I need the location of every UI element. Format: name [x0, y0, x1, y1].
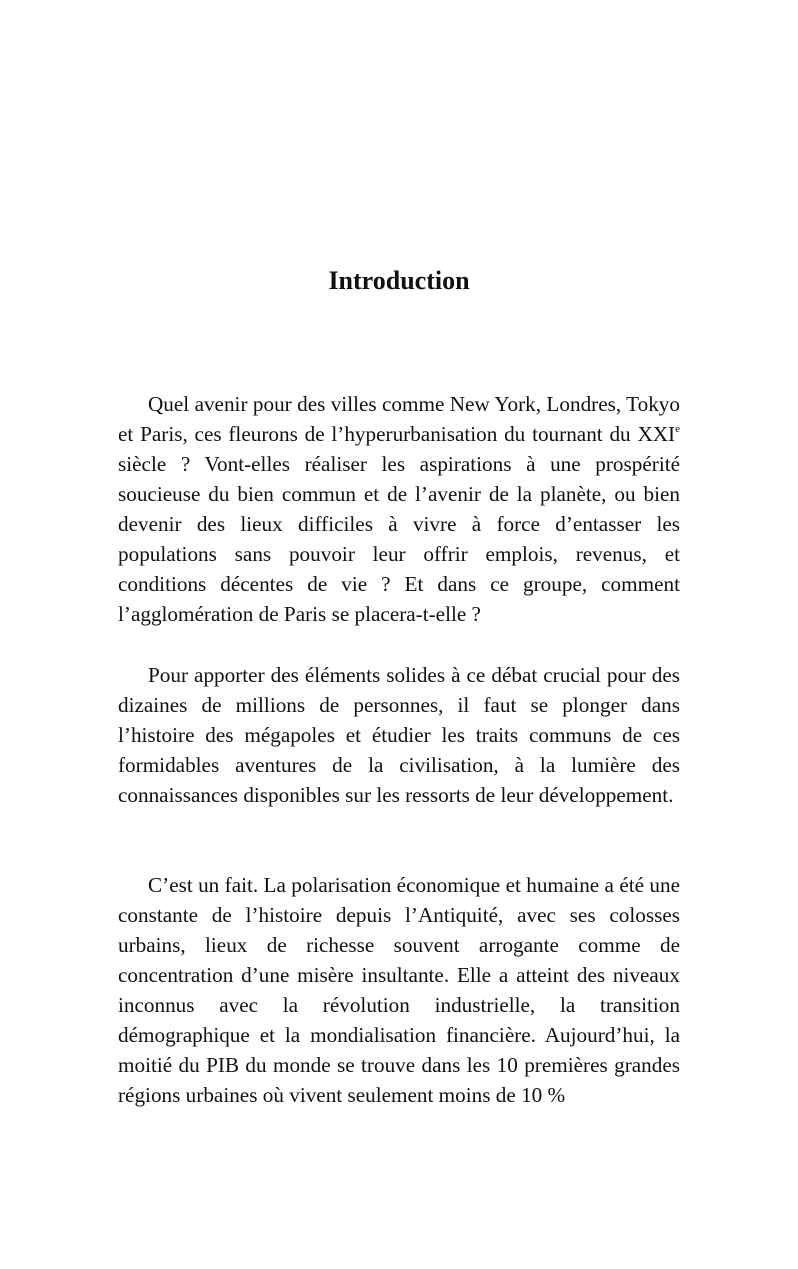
century-superscript: e	[675, 423, 680, 435]
paragraph-2: Pour apporter des éléments solides à ce débat crucial pour des dizaines de millions de personnes, il faut se plonger dans l’histoire des mégapoles et étudier les traits communs de ces formidables aventures de la civilisation, à la lumière des connaissances disponibles sur les ressorts de leur développement.	[118, 663, 680, 807]
paragraph-1	[118, 389, 680, 629]
paragraph-3: C’est un fait. La polarisation économique et humaine a été une constante de l’histoire depuis l’Antiquité, avec ses colosses urbains, lieux de richesse souvent arrogante comme de concentration d’une misère insultante. Elle a atteint des niveaux inconnus avec la révolution industrielle, la transition démographique et la mondialisation financière. Aujourd’hui, la moitié du PIB du monde se trouve dans les 10 premières grandes régions urbaines où vivent seulement moins de 10 %	[118, 873, 680, 1107]
paragraph-1-text-start: Quel avenir pour des villes comme New York, Londres, Tokyo et Paris, ces fleurons de l’hyperurbanisation du tournant du XXI	[118, 392, 680, 446]
paragraph-1-text-end: siècle ? Vont-elles réaliser les aspirations à une prospérité soucieuse du bien commun et de l’avenir de la planète, ou bien devenir des lieux difficiles à vivre à force d’entasser les populations sans pouvoir leur offrir emplois, revenus, et conditions décentes de vie ? Et dans ce groupe, comment l’agglomération de Paris se placera-t-elle ?	[118, 452, 680, 626]
chapter-title: Introduction	[328, 266, 470, 295]
